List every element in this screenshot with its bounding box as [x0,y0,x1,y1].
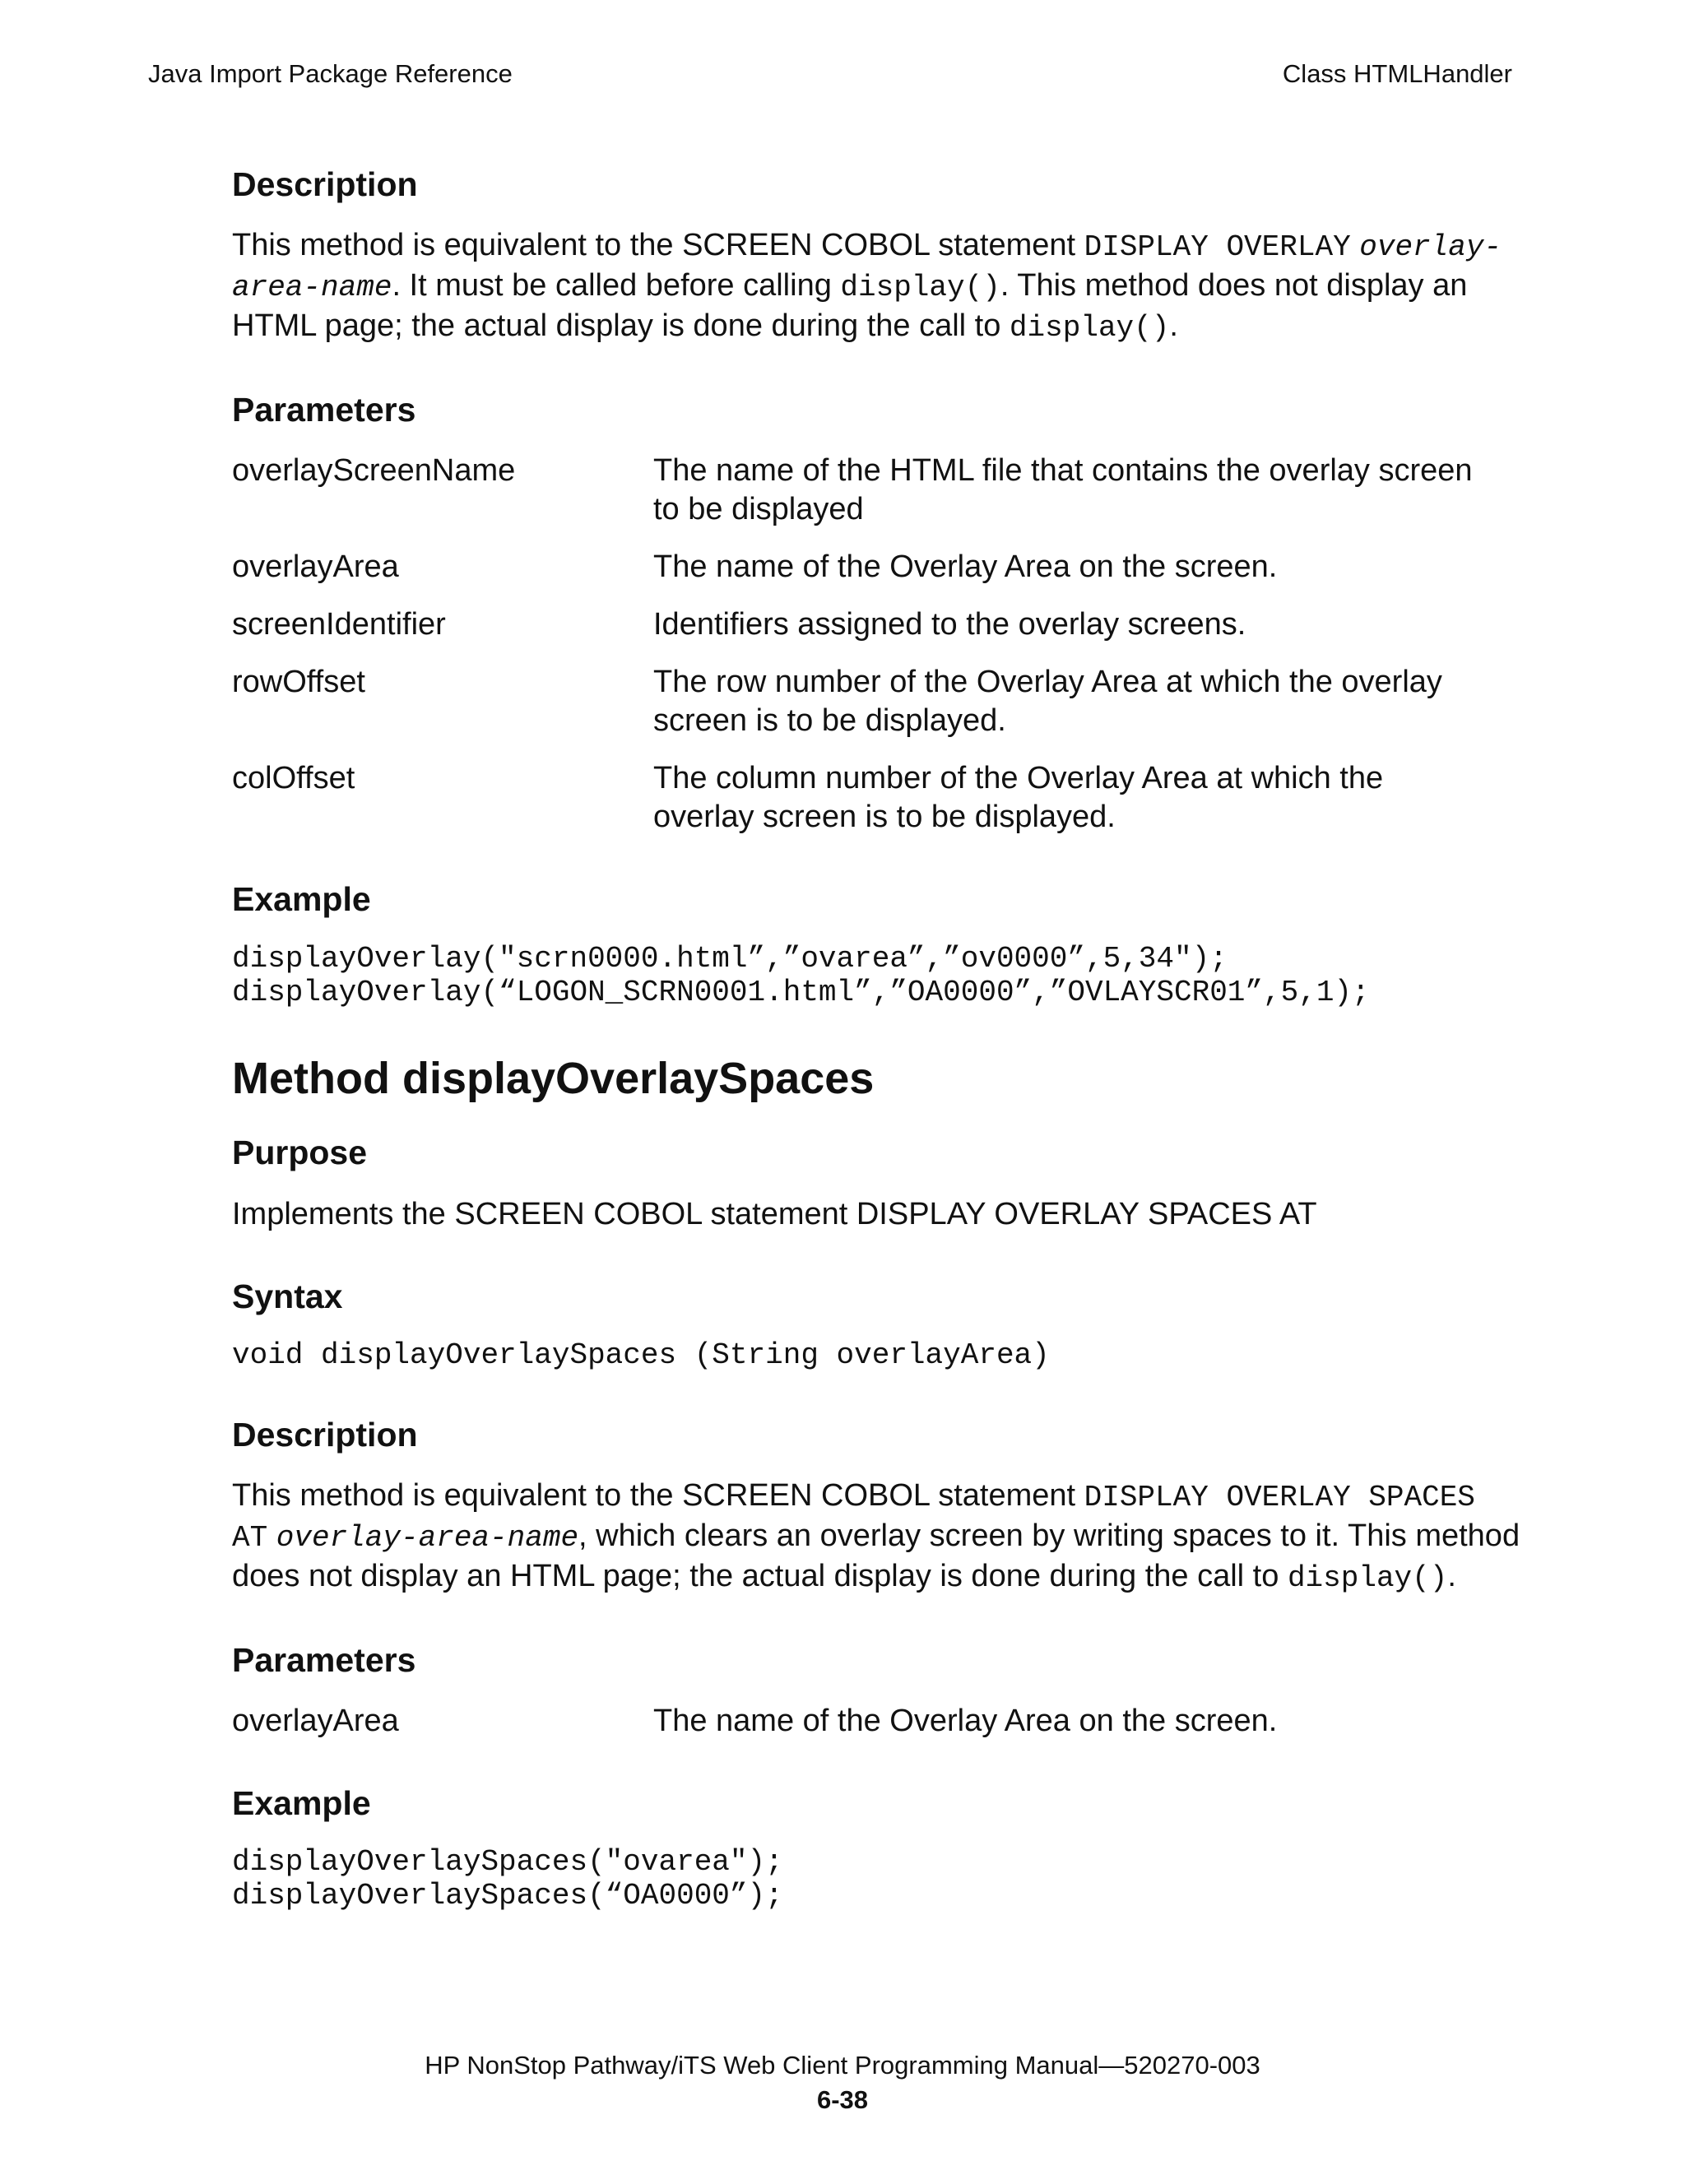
parameter-row [232,759,1524,837]
description-text: This method is equivalent to the SCREEN COBOL statement [232,1477,1084,1513]
syntax-heading: Syntax [232,1277,343,1315]
parameter-name: overlayArea [232,1704,399,1739]
parameter-row [232,548,1524,587]
parameter-row [232,452,1524,529]
code-inline: display() [840,271,1000,305]
description-paragraph [232,226,1524,347]
description-text: . It must be called before calling [392,268,841,304]
parameter-name: colOffset [232,761,355,796]
code-inline: display() [1009,311,1170,345]
manual-title: HP NonStop Pathway/iTS Web Client Programming Manual—520270-003 [425,2051,1260,2080]
description-text: This method is equivalent to the SCREEN COBOL statement [232,228,1084,263]
parameter-name: rowOffset [232,665,365,700]
syntax-code: void displayOverlaySpaces (String overlayArea) [232,1338,1050,1372]
description-text: . [1447,1558,1456,1593]
parameters-table [232,452,1524,837]
parameters-heading: Parameters [232,391,416,429]
code-placeholder: overlay-area-name [232,230,1502,305]
purpose-text: Implements the SCREEN COBOL statement DISPLAY OVERLAY SPACES AT [232,1196,1317,1231]
method-title: Method displayOverlaySpaces [232,1053,875,1103]
description-heading: Description [232,165,418,203]
code-inline: display() [1287,1560,1448,1595]
running-header-left: Java Import Package Reference [148,59,513,88]
parameters-table [232,1702,1524,1741]
parameter-description: The name of the HTML file that contains the overlay screen to be displayed [653,453,1473,527]
description-text: , which clears an overlay screen by writing spaces to it. This method does not display an HTML page; the actual display is done during the call to [232,1518,1520,1593]
code-line: displayOverlaySpaces("ovarea"); [232,1845,783,1880]
parameter-description: The column number of the Overlay Area at which the overlay screen is to be displayed. [653,761,1384,835]
description-heading: Description [232,1415,418,1454]
page-footer [0,2048,1685,2117]
description-paragraph [232,1477,1524,1597]
example-heading: Example [232,880,371,919]
parameter-name: overlayArea [232,549,399,585]
code-placeholder: overlay-area-name [276,1520,579,1555]
code-keyword: DISPLAY OVERLAY SPACES AT [232,1480,1475,1555]
parameter-row [232,663,1524,740]
parameter-row [232,1702,1524,1741]
code-line: displayOverlay(“LOGON_SCRN0001.html”,”OA0000”,”OVLAYSCR01”,5,1); [232,975,1370,1009]
page-content [232,165,1524,1955]
example-heading: Example [232,1784,371,1823]
description-text: . [1169,308,1178,344]
code-example [232,1845,1524,1913]
parameter-name: screenIdentifier [232,607,446,642]
code-line: displayOverlay("scrn0000.html”,”ovarea”,”ov0000”,5,34"); [232,941,1228,976]
parameter-row [232,605,1524,644]
code-line: displayOverlaySpaces(“OA0000”); [232,1879,783,1913]
parameter-description: The name of the Overlay Area on the screen. [653,549,1278,585]
parameter-description: Identifiers assigned to the overlay screens. [653,607,1246,642]
parameter-name: overlayScreenName [232,453,516,489]
code-example [232,942,1524,1009]
code-keyword: DISPLAY OVERLAY [1084,230,1351,265]
description-text: . This method does not display an HTML page; the actual display is done during the call to [232,268,1468,344]
running-header-right: Class HTMLHandler [1282,59,1512,88]
page-number: 6-38 [816,2085,869,2114]
purpose-heading: Purpose [232,1134,368,1172]
parameter-description: The name of the Overlay Area on the screen. [653,1704,1278,1739]
parameters-heading: Parameters [232,1640,416,1679]
parameter-description: The row number of the Overlay Area at which the overlay screen is to be displayed. [653,665,1442,739]
